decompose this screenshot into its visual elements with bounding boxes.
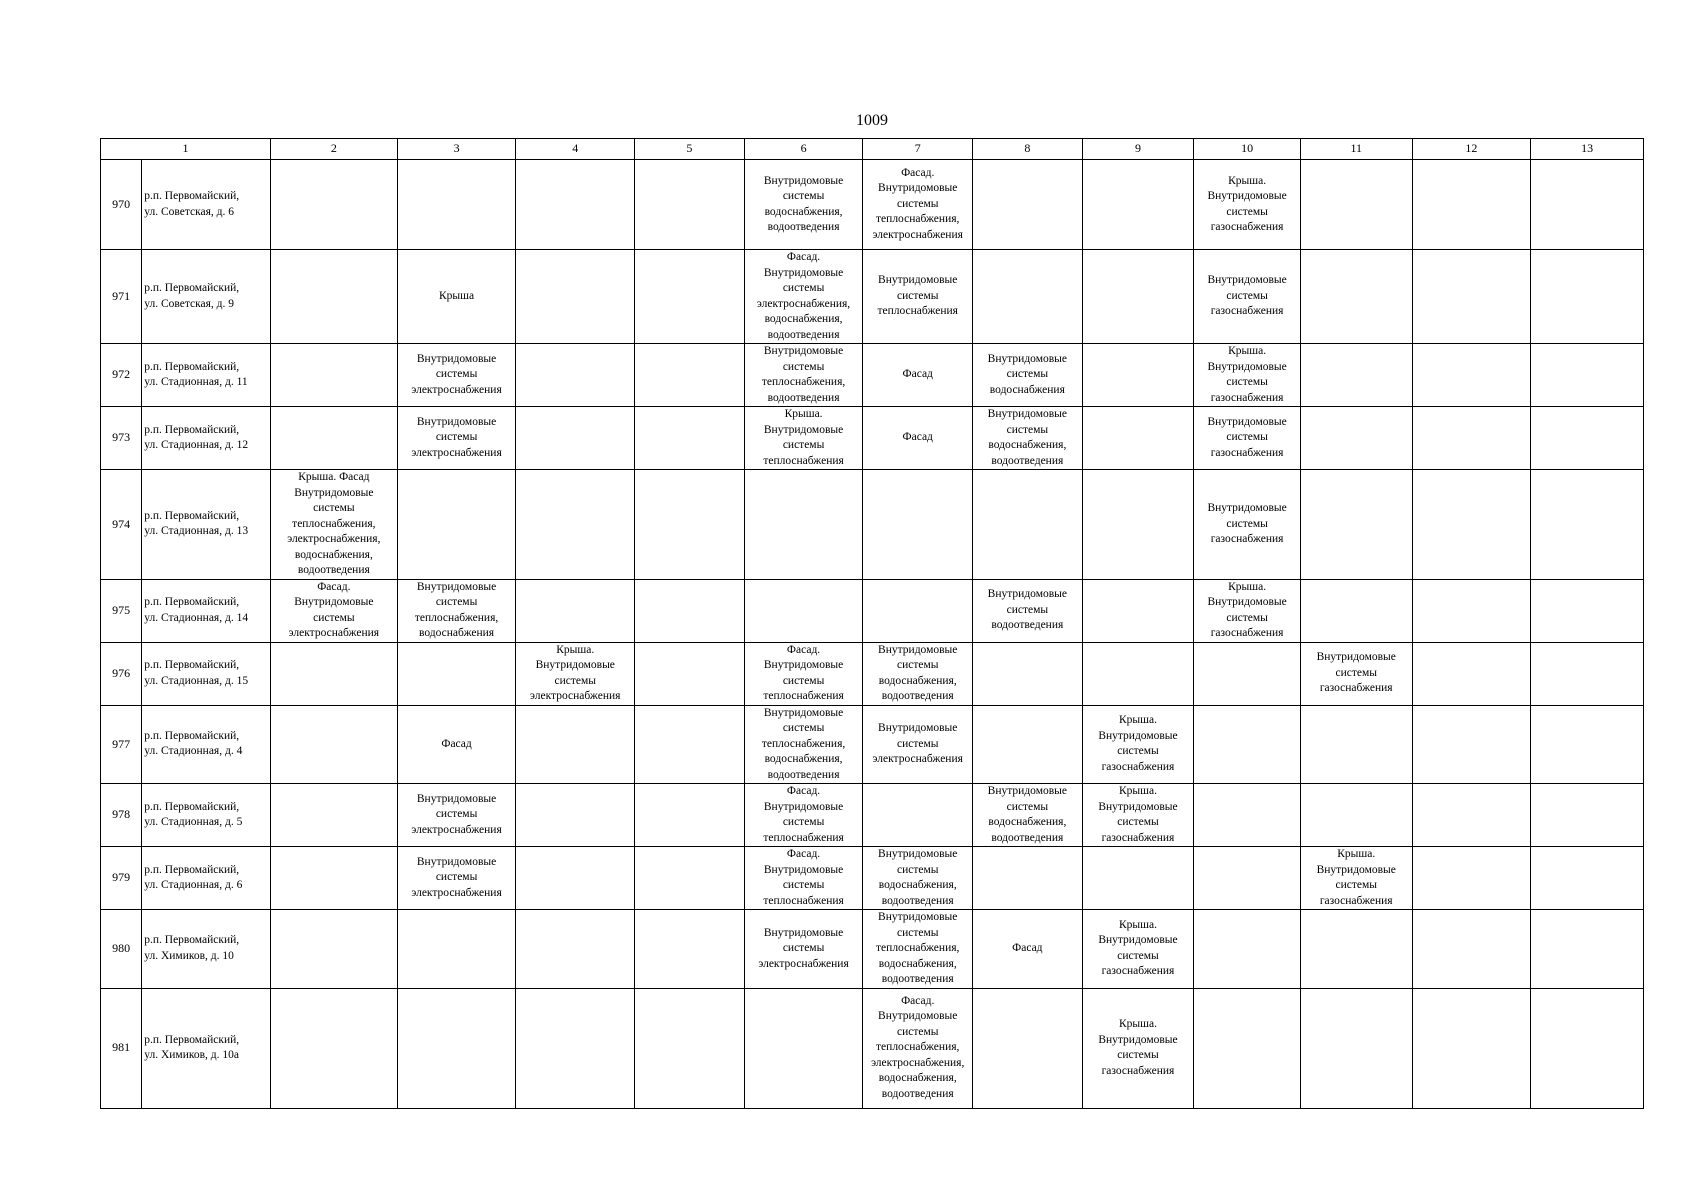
- work-cell-col-5: [635, 470, 745, 580]
- work-cell-col-7: Фасад. Внутридомовые системы теплоснабжения, электроснабжения, водоснабжения, водоотведения: [863, 988, 973, 1108]
- address-cell: р.п. Первомайский, ул. Советская, д. 6: [142, 160, 271, 250]
- work-cell-col-3: Внутридомовые системы электроснабжения: [397, 847, 516, 910]
- row-number: 977: [101, 705, 142, 784]
- work-cell-col-4: [516, 344, 635, 407]
- work-cell-col-2: [270, 910, 397, 989]
- work-cell-col-2: [270, 784, 397, 847]
- work-cell-col-5: [635, 642, 745, 705]
- table-row: [101, 847, 1644, 910]
- work-cell-col-10: [1194, 705, 1301, 784]
- work-cell-col-9: Крыша. Внутридомовые системы газоснабжения: [1082, 705, 1194, 784]
- work-cell-col-13: [1531, 988, 1644, 1108]
- work-cell-col-8: Фасад: [973, 910, 1083, 989]
- work-cell-col-2: [270, 250, 397, 344]
- table-row: [101, 784, 1644, 847]
- work-cell-col-2: [270, 705, 397, 784]
- work-cell-col-11: Внутридомовые системы газоснабжения: [1300, 642, 1412, 705]
- address-cell: р.п. Первомайский, ул. Химиков, д. 10а: [142, 988, 271, 1108]
- column-header-7: 7: [863, 139, 973, 160]
- work-cell-col-13: [1531, 642, 1644, 705]
- work-cell-col-5: [635, 160, 745, 250]
- work-cell-col-3: [397, 642, 516, 705]
- work-cell-col-3: Внутридомовые системы электроснабжения: [397, 407, 516, 470]
- row-number: 981: [101, 988, 142, 1108]
- work-cell-col-8: [973, 988, 1083, 1108]
- row-number: 979: [101, 847, 142, 910]
- work-cell-col-11: [1300, 470, 1412, 580]
- work-cell-col-4: [516, 407, 635, 470]
- work-cell-col-12: [1412, 784, 1531, 847]
- row-number: 971: [101, 250, 142, 344]
- address-cell: р.п. Первомайский, ул. Стадионная, д. 14: [142, 579, 271, 642]
- work-cell-col-3: [397, 470, 516, 580]
- work-cell-col-8: [973, 847, 1083, 910]
- work-cell-col-6: [744, 579, 863, 642]
- table-row: [101, 579, 1644, 642]
- work-cell-col-11: [1300, 160, 1412, 250]
- column-header-10: 10: [1194, 139, 1301, 160]
- work-cell-col-8: [973, 160, 1083, 250]
- work-cell-col-2: Крыша. Фасад Внутридомовые системы теплоснабжения, электроснабжения, водоснабжения, водоотведения: [270, 470, 397, 580]
- work-cell-col-6: Фасад. Внутридомовые системы теплоснабжения: [744, 784, 863, 847]
- work-cell-col-9: [1082, 344, 1194, 407]
- work-cell-col-11: [1300, 988, 1412, 1108]
- work-cell-col-10: Крыша. Внутридомовые системы газоснабжения: [1194, 579, 1301, 642]
- work-cell-col-10: Крыша. Внутридомовые системы газоснабжения: [1194, 160, 1301, 250]
- work-cell-col-6: Внутридомовые системы теплоснабжения, водоотведения: [744, 344, 863, 407]
- work-cell-col-10: [1194, 988, 1301, 1108]
- row-number: 970: [101, 160, 142, 250]
- work-cell-col-3: Фасад: [397, 705, 516, 784]
- work-cell-col-5: [635, 910, 745, 989]
- work-cell-col-9: [1082, 160, 1194, 250]
- work-cell-col-13: [1531, 705, 1644, 784]
- work-cell-col-6: Крыша. Внутридомовые системы теплоснабжения: [744, 407, 863, 470]
- work-cell-col-5: [635, 579, 745, 642]
- work-cell-col-2: Фасад. Внутридомовые системы электроснабжения: [270, 579, 397, 642]
- work-cell-col-2: [270, 847, 397, 910]
- work-cell-col-4: [516, 160, 635, 250]
- work-cell-col-7: [863, 784, 973, 847]
- column-header-row: [101, 139, 1644, 160]
- work-cell-col-6: [744, 988, 863, 1108]
- work-cell-col-12: [1412, 250, 1531, 344]
- work-cell-col-13: [1531, 470, 1644, 580]
- work-cell-col-13: [1531, 160, 1644, 250]
- work-cell-col-12: [1412, 344, 1531, 407]
- table-row: [101, 407, 1644, 470]
- work-cell-col-10: Внутридомовые системы газоснабжения: [1194, 470, 1301, 580]
- column-header-13: 13: [1531, 139, 1644, 160]
- address-cell: р.п. Первомайский, ул. Советская, д. 9: [142, 250, 271, 344]
- work-cell-col-12: [1412, 407, 1531, 470]
- work-cell-col-7: [863, 470, 973, 580]
- work-cell-col-12: [1412, 642, 1531, 705]
- address-cell: р.п. Первомайский, ул. Стадионная, д. 4: [142, 705, 271, 784]
- work-cell-col-7: Фасад: [863, 407, 973, 470]
- table-row: [101, 250, 1644, 344]
- work-cell-col-6: Фасад. Внутридомовые системы теплоснабжения: [744, 847, 863, 910]
- work-cell-col-3: Крыша: [397, 250, 516, 344]
- work-cell-col-10: [1194, 910, 1301, 989]
- table-row: [101, 344, 1644, 407]
- work-cell-col-7: [863, 579, 973, 642]
- work-cell-col-5: [635, 988, 745, 1108]
- work-cell-col-4: [516, 705, 635, 784]
- work-cell-col-3: [397, 160, 516, 250]
- work-cell-col-9: [1082, 250, 1194, 344]
- work-cell-col-11: [1300, 910, 1412, 989]
- work-cell-col-11: Крыша. Внутридомовые системы газоснабжения: [1300, 847, 1412, 910]
- work-cell-col-2: [270, 642, 397, 705]
- work-cell-col-6: Фасад. Внутридомовые системы теплоснабжения: [744, 642, 863, 705]
- row-number: 975: [101, 579, 142, 642]
- table-row: [101, 470, 1644, 580]
- work-cell-col-13: [1531, 784, 1644, 847]
- work-cell-col-3: Внутридомовые системы теплоснабжения, водоснабжения: [397, 579, 516, 642]
- work-cell-col-9: Крыша. Внутридомовые системы газоснабжения: [1082, 988, 1194, 1108]
- work-cell-col-5: [635, 705, 745, 784]
- work-cell-col-2: [270, 160, 397, 250]
- table-row: [101, 160, 1644, 250]
- work-cell-col-7: Внутридомовые системы электроснабжения: [863, 705, 973, 784]
- work-cell-col-6: Фасад. Внутридомовые системы электроснабжения, водоснабжения, водоотведения: [744, 250, 863, 344]
- work-cell-col-6: Внутридомовые системы теплоснабжения, водоснабжения, водоотведения: [744, 705, 863, 784]
- work-cell-col-12: [1412, 988, 1531, 1108]
- work-cell-col-11: [1300, 705, 1412, 784]
- work-cell-col-3: Внутридомовые системы электроснабжения: [397, 344, 516, 407]
- work-cell-col-8: [973, 250, 1083, 344]
- page-number: 1009: [856, 112, 888, 129]
- work-cell-col-3: [397, 910, 516, 989]
- work-cell-col-4: [516, 847, 635, 910]
- work-cell-col-6: [744, 470, 863, 580]
- work-cell-col-12: [1412, 910, 1531, 989]
- column-header-9: 9: [1082, 139, 1194, 160]
- work-cell-col-2: [270, 407, 397, 470]
- work-cell-col-8: Внутридомовые системы водоснабжения, водоотведения: [973, 407, 1083, 470]
- work-cell-col-4: [516, 250, 635, 344]
- table-row: [101, 910, 1644, 989]
- work-cell-col-4: [516, 988, 635, 1108]
- column-header-6: 6: [744, 139, 863, 160]
- work-cell-col-13: [1531, 910, 1644, 989]
- column-header-5: 5: [635, 139, 745, 160]
- work-cell-col-7: Внутридомовые системы водоснабжения, водоотведения: [863, 642, 973, 705]
- row-number: 973: [101, 407, 142, 470]
- work-cell-col-10: Внутридомовые системы газоснабжения: [1194, 407, 1301, 470]
- row-number: 972: [101, 344, 142, 407]
- address-cell: р.п. Первомайский, ул. Стадионная, д. 13: [142, 470, 271, 580]
- work-cell-col-9: [1082, 642, 1194, 705]
- work-cell-col-9: [1082, 847, 1194, 910]
- row-number: 978: [101, 784, 142, 847]
- column-header-3: 3: [397, 139, 516, 160]
- work-cell-col-6: Внутридомовые системы электроснабжения: [744, 910, 863, 989]
- work-cell-col-9: [1082, 470, 1194, 580]
- work-cell-col-12: [1412, 160, 1531, 250]
- work-cell-col-8: [973, 642, 1083, 705]
- work-cell-col-10: [1194, 642, 1301, 705]
- work-cell-col-4: [516, 579, 635, 642]
- work-cell-col-3: Внутридомовые системы электроснабжения: [397, 784, 516, 847]
- work-cell-col-4: [516, 784, 635, 847]
- column-header-1: 1: [101, 139, 271, 160]
- work-cell-col-4: [516, 910, 635, 989]
- work-cell-col-4: Крыша. Внутридомовые системы электроснабжения: [516, 642, 635, 705]
- work-cell-col-9: [1082, 579, 1194, 642]
- column-header-8: 8: [973, 139, 1083, 160]
- work-cell-col-8: [973, 705, 1083, 784]
- work-cell-col-13: [1531, 344, 1644, 407]
- address-cell: р.п. Первомайский, ул. Стадионная, д. 15: [142, 642, 271, 705]
- address-cell: р.п. Первомайский, ул. Стадионная, д. 6: [142, 847, 271, 910]
- work-cell-col-9: [1082, 407, 1194, 470]
- work-cell-col-4: [516, 470, 635, 580]
- work-cell-col-8: [973, 470, 1083, 580]
- table-row: [101, 705, 1644, 784]
- work-cell-col-7: Фасад: [863, 344, 973, 407]
- work-cell-col-13: [1531, 407, 1644, 470]
- address-cell: р.п. Первомайский, ул. Химиков, д. 10: [142, 910, 271, 989]
- column-header-2: 2: [270, 139, 397, 160]
- work-cell-col-7: Внутридомовые системы теплоснабжения, водоснабжения, водоотведения: [863, 910, 973, 989]
- work-cell-col-7: Фасад. Внутридомовые системы теплоснабжения, электроснабжения: [863, 160, 973, 250]
- row-number: 980: [101, 910, 142, 989]
- column-header-4: 4: [516, 139, 635, 160]
- work-cell-col-11: [1300, 579, 1412, 642]
- work-cell-col-5: [635, 847, 745, 910]
- work-cell-col-2: [270, 344, 397, 407]
- work-cell-col-10: Крыша. Внутридомовые системы газоснабжения: [1194, 344, 1301, 407]
- work-cell-col-10: Внутридомовые системы газоснабжения: [1194, 250, 1301, 344]
- work-cell-col-5: [635, 407, 745, 470]
- work-cell-col-7: Внутридомовые системы водоснабжения, водоотведения: [863, 847, 973, 910]
- work-cell-col-3: [397, 988, 516, 1108]
- row-number: 974: [101, 470, 142, 580]
- work-cell-col-12: [1412, 470, 1531, 580]
- work-cell-col-11: [1300, 250, 1412, 344]
- work-cell-col-8: Внутридомовые системы водоотведения: [973, 579, 1083, 642]
- work-cell-col-12: [1412, 579, 1531, 642]
- work-cell-col-12: [1412, 705, 1531, 784]
- work-cell-col-10: [1194, 784, 1301, 847]
- column-header-12: 12: [1412, 139, 1531, 160]
- work-schedule-table: [100, 138, 1644, 1109]
- column-header-11: 11: [1300, 139, 1412, 160]
- work-cell-col-10: [1194, 847, 1301, 910]
- work-cell-col-2: [270, 988, 397, 1108]
- address-cell: р.п. Первомайский, ул. Стадионная, д. 12: [142, 407, 271, 470]
- work-cell-col-9: Крыша. Внутридомовые системы газоснабжения: [1082, 910, 1194, 989]
- work-cell-col-6: Внутридомовые системы водоснабжения, водоотведения: [744, 160, 863, 250]
- work-cell-col-5: [635, 784, 745, 847]
- work-cell-col-11: [1300, 344, 1412, 407]
- work-cell-col-13: [1531, 847, 1644, 910]
- address-cell: р.п. Первомайский, ул. Стадионная, д. 11: [142, 344, 271, 407]
- work-cell-col-11: [1300, 784, 1412, 847]
- work-cell-col-5: [635, 344, 745, 407]
- address-cell: р.п. Первомайский, ул. Стадионная, д. 5: [142, 784, 271, 847]
- table-row: [101, 988, 1644, 1108]
- work-cell-col-8: Внутридомовые системы водоснабжения: [973, 344, 1083, 407]
- work-cell-col-13: [1531, 250, 1644, 344]
- work-cell-col-5: [635, 250, 745, 344]
- table-row: [101, 642, 1644, 705]
- row-number: 976: [101, 642, 142, 705]
- work-cell-col-12: [1412, 847, 1531, 910]
- work-cell-col-7: Внутридомовые системы теплоснабжения: [863, 250, 973, 344]
- work-cell-col-13: [1531, 579, 1644, 642]
- work-cell-col-8: Внутридомовые системы водоснабжения, водоотведения: [973, 784, 1083, 847]
- work-cell-col-9: Крыша. Внутридомовые системы газоснабжения: [1082, 784, 1194, 847]
- work-cell-col-11: [1300, 407, 1412, 470]
